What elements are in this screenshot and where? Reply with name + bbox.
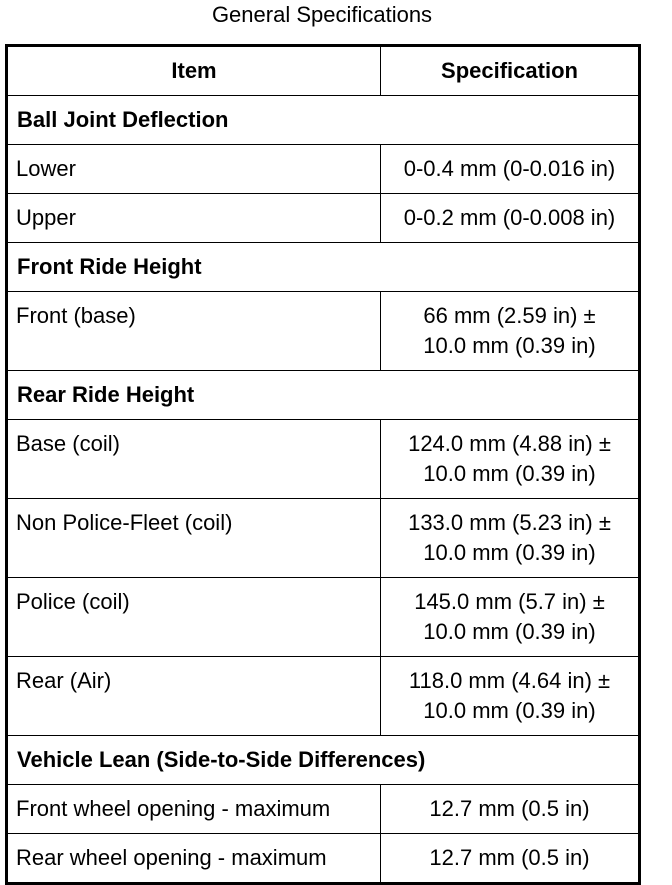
spec-value: 0-0.2 mm (0-0.008 in) <box>403 205 616 230</box>
spec-cell <box>381 145 640 194</box>
spec-tolerance: 10.0 mm (0.39 in) <box>423 619 596 644</box>
table-row <box>7 657 640 736</box>
spec-cell <box>381 834 640 884</box>
spec-cell <box>381 420 640 499</box>
spec-cell <box>381 657 640 736</box>
item-cell: Lower <box>7 145 381 194</box>
spec-value: 118.0 mm (4.64 in) ± <box>408 668 611 693</box>
item-cell: Police (coil) <box>7 578 381 657</box>
table-row <box>7 420 640 499</box>
table-row <box>7 785 640 834</box>
section-heading-rear-ride-height <box>7 371 640 420</box>
section-heading-ball-joint-deflection <box>7 96 640 145</box>
section-heading: Rear Ride Height <box>7 371 640 420</box>
table-row <box>7 292 640 371</box>
spec-cell <box>381 785 640 834</box>
section-heading: Vehicle Lean (Side-to-Side Differences) <box>7 736 640 785</box>
column-header-item: Item <box>7 46 381 96</box>
spec-tolerance: 10.0 mm (0.39 in) <box>423 333 596 358</box>
spec-tolerance: 10.0 mm (0.39 in) <box>423 461 596 486</box>
item-cell: Rear wheel opening - maximum <box>7 834 381 884</box>
section-heading: Ball Joint Deflection <box>7 96 640 145</box>
table-header-row <box>7 46 640 96</box>
item-cell: Upper <box>7 194 381 243</box>
spec-tolerance: 10.0 mm (0.39 in) <box>423 698 596 723</box>
spec-value: 0-0.4 mm (0-0.016 in) <box>403 156 616 181</box>
item-cell: Front wheel opening - maximum <box>7 785 381 834</box>
section-heading-vehicle-lean <box>7 736 640 785</box>
spec-cell <box>381 578 640 657</box>
spec-value: 133.0 mm (5.23 in) ± <box>408 510 611 535</box>
spec-value: 124.0 mm (4.88 in) ± <box>408 431 611 456</box>
table-row <box>7 194 640 243</box>
spec-tolerance: 10.0 mm (0.39 in) <box>423 540 596 565</box>
section-heading: Front Ride Height <box>7 243 640 292</box>
document-title: General Specifications <box>211 2 433 27</box>
specifications-table <box>5 44 641 885</box>
item-cell: Rear (Air) <box>7 657 381 736</box>
spec-cell <box>381 499 640 578</box>
table-row <box>7 145 640 194</box>
table-row <box>7 499 640 578</box>
item-cell: Base (coil) <box>7 420 381 499</box>
spec-value: 12.7 mm (0.5 in) <box>429 845 590 870</box>
spec-cell <box>381 194 640 243</box>
spec-value: 145.0 mm (5.7 in) ± <box>414 589 605 614</box>
column-header-specification: Specification <box>381 46 640 96</box>
table-row <box>7 834 640 884</box>
section-heading-front-ride-height <box>7 243 640 292</box>
spec-cell <box>381 292 640 371</box>
spec-value: 12.7 mm (0.5 in) <box>429 796 590 821</box>
spec-value: 66 mm (2.59 in) ± <box>423 303 596 328</box>
item-cell: Front (base) <box>7 292 381 371</box>
item-cell: Non Police-Fleet (coil) <box>7 499 381 578</box>
table-row <box>7 578 640 657</box>
